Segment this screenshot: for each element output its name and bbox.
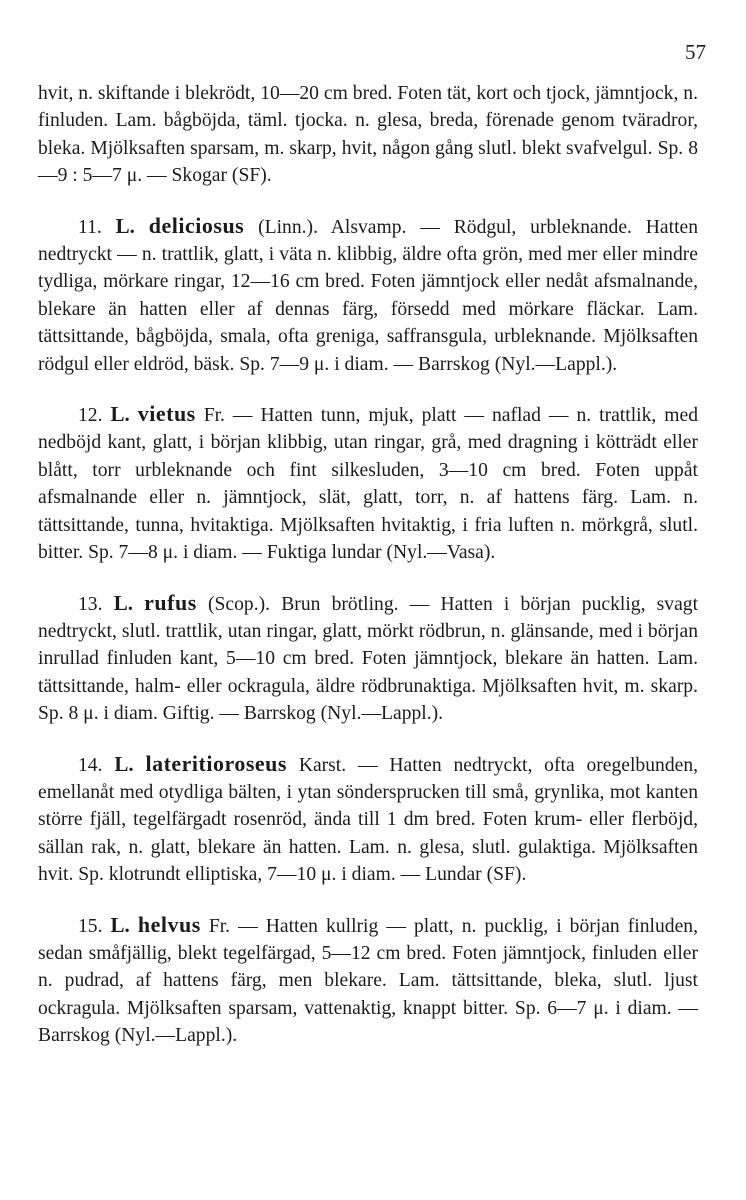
entry-number: 11.: [78, 216, 102, 238]
species-name: helvus: [137, 911, 201, 937]
genus-abbrev: L.: [110, 402, 130, 427]
entry-number: 15.: [78, 915, 103, 937]
entry-text: Fr. — Hatten tunn, mjuk, platt — naflad — n. trattlik, med nedböjd kant, glatt, i början klibbig, utan ringar, grå, med dragning i kötträdt eller blått, torr urbleknande och fint silkesluden, 3—10 cm bred. Foten uppåt afsmalnande eller n. jämntjock, slät, glatt, torr, n. af hattens färg. Lam. n. tättsittande, tunna, hvitaktiga. Mjölksaften hvitaktig, i fria luften n. mörkgrå, slutl. bitter. Sp. 7—8 μ. i diam. — Fuktiga lundar (Nyl.—Vasa).: [38, 405, 698, 564]
entry-11: [38, 212, 698, 378]
genus-abbrev: L.: [114, 751, 134, 776]
intro-paragraph: hvit, n. skiftande i blekrödt, 10—20 cm bred. Foten tät, kort och tjock, jämntjock, n. finluden. Lam. bågböjda, täml. tjocka. n. glesa, breda, förenade genom tväradror, bleka. Mjölksaften sparsam, m. skarp, hvit, någon gång slutl. blekt svafvelgul. Sp. 8—9 : 5—7 μ. — Skogar (SF).: [38, 83, 698, 187]
entry-text: Karst. — Hatten nedtryckt, ofta oregelbunden, emellanåt med otydliga bälten, i ytan söndersprucken till små, grynlika, mot kanten större fjäll, tegelfärgadt rosenröd, ända till 1 dm bred. Foten krum- eller flerböjd, sällan rak, n. glatt, blekare än hatten. Lam. n. glesa, slutl. gulaktiga. Mjölksaften hvit. Sp. klotrundt elliptiska, 7—10 μ. i diam. — Lundar (SF).: [38, 754, 699, 886]
entry-number: 14.: [78, 754, 103, 776]
entry-13: [38, 589, 698, 728]
genus-abbrev: L.: [110, 912, 130, 937]
body-text: [38, 80, 698, 1050]
entry-number: 13.: [78, 593, 103, 615]
genus-abbrev: L.: [115, 213, 135, 238]
species-name: deliciosus: [148, 212, 245, 238]
species-name: lateritioroseus: [145, 750, 287, 776]
entry-12: [38, 400, 698, 566]
entry-text: Fr. — Hatten kullrig — platt, n. pucklig, i början finluden, sedan småfjällig, blekt tegelfärgad, 5—12 cm bred. Foten jämntjock, finluden eller n. pudrad, af hattens färg, men blekare. Lam. tättsittande, bleka, slutl. ljust ockragula. Mjölksaften sparsam, vattenaktig, knappt bitter. Sp. 6—7 μ. i diam. — Barrskog (Nyl.—Lappl.).: [38, 915, 698, 1047]
genus-abbrev: L.: [113, 590, 133, 615]
entry-15: [38, 911, 698, 1050]
entry-14: [38, 750, 698, 889]
species-name: rufus: [144, 589, 197, 615]
entry-text: (Linn.). Alsvamp. — Rödgul, urbleknande. Hatten nedtryckt — n. trattlik, glatt, i väta n. klibbig, äldre ofta grön, med mer eller mindre tydliga, mörkare ringar, 12—16 cm bred. Foten jämntjock eller nedåt afsmalnande, blekare än hatten eller af dennas färg, försedd med mörkare fläckar. Lam. tättsittande, bågböjda, smala, ofta greniga, saffransgula, urbleknande. Mjölksaften rödgul eller eldröd, bäsk. Sp. 7—9 μ. i diam. — Barrskog (Nyl.—Lappl.).: [38, 216, 699, 375]
page-number: 57: [685, 40, 706, 64]
entry-number: 12.: [78, 405, 103, 427]
species-name: vietus: [137, 401, 196, 427]
entry-text: (Scop.). Brun brötling. — Hatten i början pucklig, svagt nedtryckt, slutl. trattlik, utan ringar, glatt, mörkt rödbrun, n. glänsande, med i början inrullad finluden kant, 5—10 cm bred. Foten jämntjock, blekare än hatten. Lam. tättsittande, halm- eller ockragula, äldre rödbrunaktiga. Mjölksaften hvit, m. skarp. Sp. 8 μ. i diam. Giftig. — Barrskog (Nyl.—Lappl.).: [38, 593, 699, 725]
